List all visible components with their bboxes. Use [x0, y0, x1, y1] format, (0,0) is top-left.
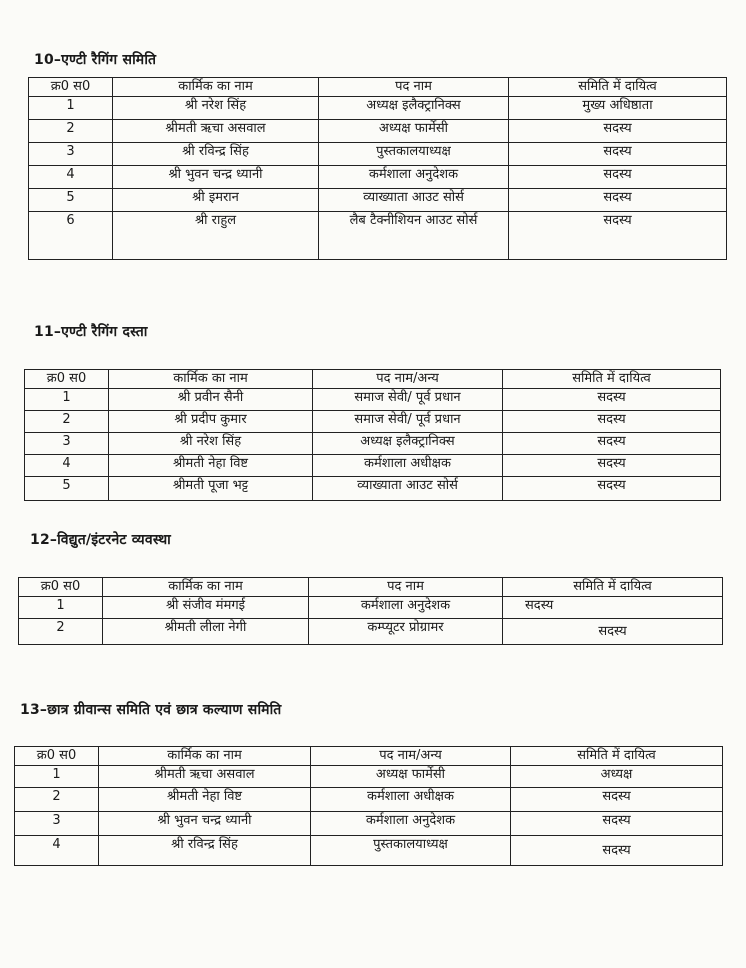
cell-role: सदस्य: [503, 411, 721, 433]
cell-role: सदस्य: [503, 433, 721, 455]
cell-name: श्री भुवन चन्द्र ध्यानी: [99, 812, 311, 836]
header-serial: क्र0 स0: [19, 578, 103, 597]
cell-post: लैब टैक्नीशियन आउट सोर्स: [319, 212, 509, 260]
table-row: [15, 836, 723, 866]
table-row: [25, 433, 721, 455]
cell-post: कम्प्यूटर प्रोग्रामर: [309, 619, 503, 645]
header-name: कार्मिक का नाम: [109, 370, 313, 389]
table-row: [29, 143, 727, 166]
table-header-row: [15, 747, 723, 766]
cell-serial: 3: [15, 812, 99, 836]
cell-post: अध्यक्ष फार्मेसी: [311, 766, 511, 788]
header-role: समिति में दायित्व: [511, 747, 723, 766]
table-header-row: [29, 78, 727, 97]
table-row: [15, 766, 723, 788]
table-anti-ragging-squad: [24, 369, 721, 501]
header-serial: क्र0 स0: [29, 78, 113, 97]
table-row: [15, 812, 723, 836]
cell-post: व्याख्याता आउट सोर्स: [319, 189, 509, 212]
cell-serial: 6: [29, 212, 113, 260]
cell-post: अध्यक्ष फार्मेसी: [319, 120, 509, 143]
table-row: [29, 97, 727, 120]
table-row: [29, 120, 727, 143]
table-anti-ragging-committee: [28, 77, 727, 260]
table-row: [29, 166, 727, 189]
cell-serial: 3: [29, 143, 113, 166]
cell-serial: 1: [15, 766, 99, 788]
cell-role: सदस्य: [509, 166, 727, 189]
cell-name: श्री नरेश सिंह: [109, 433, 313, 455]
cell-post: कर्मशाला अनुदेशक: [311, 812, 511, 836]
section-title-electricity-internet: 12–विद्युत/इंटरनेट व्यवस्था: [30, 532, 171, 548]
cell-name: श्री संजीव मंमगई: [103, 597, 309, 619]
cell-serial: 4: [25, 455, 109, 477]
cell-serial: 4: [29, 166, 113, 189]
cell-name: श्री राहुल: [113, 212, 319, 260]
table-row: [29, 212, 727, 260]
header-role: समिति में दायित्व: [509, 78, 727, 97]
table-student-grievance-welfare: [14, 746, 723, 866]
cell-name: श्री रविन्द्र सिंह: [99, 836, 311, 866]
cell-serial: 4: [15, 836, 99, 866]
cell-serial: 2: [29, 120, 113, 143]
cell-name: श्रीमती ऋचा असवाल: [113, 120, 319, 143]
table-header-row: [25, 370, 721, 389]
table-row: [19, 597, 723, 619]
cell-post: कर्मशाला अधीक्षक: [311, 788, 511, 812]
header-name: कार्मिक का नाम: [113, 78, 319, 97]
section-title-anti-ragging-squad: 11–एण्टी रैगिंग दस्ता: [34, 324, 148, 340]
table-row: [19, 619, 723, 645]
header-name: कार्मिक का नाम: [99, 747, 311, 766]
cell-role: सदस्य: [503, 455, 721, 477]
section-title-anti-ragging-committee: 10–एण्टी रैगिंग समिति: [34, 52, 157, 68]
cell-post: अध्यक्ष इलैक्ट्रानिक्स: [319, 97, 509, 120]
header-role: समिति में दायित्व: [503, 578, 723, 597]
cell-name: श्री इमरान: [113, 189, 319, 212]
cell-serial: 5: [29, 189, 113, 212]
header-name: कार्मिक का नाम: [103, 578, 309, 597]
table-row: [25, 477, 721, 501]
table-row: [25, 455, 721, 477]
cell-post: समाज सेवी/ पूर्व प्रधान: [313, 411, 503, 433]
cell-role: मुख्य अधिष्ठाता: [509, 97, 727, 120]
cell-serial: 1: [25, 389, 109, 411]
table-header-row: [19, 578, 723, 597]
cell-role: सदस्य: [503, 477, 721, 501]
cell-serial: 2: [19, 619, 103, 645]
cell-serial: 2: [25, 411, 109, 433]
table-row: [15, 788, 723, 812]
cell-name: श्रीमती नेहा विष्ट: [99, 788, 311, 812]
cell-serial: 2: [15, 788, 99, 812]
cell-post: कर्मशाला अधीक्षक: [313, 455, 503, 477]
cell-name: श्री भुवन चन्द्र ध्यानी: [113, 166, 319, 189]
cell-role: सदस्य: [511, 836, 723, 866]
header-post: पद नाम/अन्य: [311, 747, 511, 766]
cell-post: कर्मशाला अनुदेशक: [319, 166, 509, 189]
cell-serial: 3: [25, 433, 109, 455]
cell-role: सदस्य: [503, 597, 723, 619]
header-serial: क्र0 स0: [15, 747, 99, 766]
cell-role: सदस्य: [509, 212, 727, 260]
header-post: पद नाम: [309, 578, 503, 597]
cell-name: श्रीमती नेहा विष्ट: [109, 455, 313, 477]
cell-role: अध्यक्ष: [511, 766, 723, 788]
cell-name: श्री प्रदीप कुमार: [109, 411, 313, 433]
header-role: समिति में दायित्व: [503, 370, 721, 389]
cell-role: सदस्य: [511, 812, 723, 836]
cell-serial: 5: [25, 477, 109, 501]
cell-post: समाज सेवी/ पूर्व प्रधान: [313, 389, 503, 411]
cell-name: श्री रविन्द्र सिंह: [113, 143, 319, 166]
cell-post: व्याख्याता आउट सोर्स: [313, 477, 503, 501]
header-serial: क्र0 स0: [25, 370, 109, 389]
header-post: पद नाम/अन्य: [313, 370, 503, 389]
cell-post: पुस्तकालयाध्यक्ष: [311, 836, 511, 866]
cell-role: सदस्य: [509, 120, 727, 143]
cell-post: कर्मशाला अनुदेशक: [309, 597, 503, 619]
section-title-student-grievance-welfare: 13–छात्र ग्रीवान्स समिति एवं छात्र कल्याण समिति: [20, 702, 282, 718]
cell-post: अध्यक्ष इलैक्ट्रानिक्स: [313, 433, 503, 455]
cell-role: सदस्य: [509, 143, 727, 166]
cell-name: श्रीमती लीला नेगी: [103, 619, 309, 645]
cell-post: पुस्तकालयाध्यक्ष: [319, 143, 509, 166]
cell-name: श्रीमती ऋचा असवाल: [99, 766, 311, 788]
table-row: [25, 389, 721, 411]
cell-role: सदस्य: [509, 189, 727, 212]
table-electricity-internet: [18, 577, 723, 645]
cell-name: श्री प्रवीन सैनी: [109, 389, 313, 411]
cell-role: सदस्य: [503, 619, 723, 645]
table-row: [25, 411, 721, 433]
cell-name: श्री नरेश सिंह: [113, 97, 319, 120]
cell-serial: 1: [29, 97, 113, 120]
cell-role: सदस्य: [511, 788, 723, 812]
header-post: पद नाम: [319, 78, 509, 97]
cell-name: श्रीमती पूजा भट्ट: [109, 477, 313, 501]
cell-role: सदस्य: [503, 389, 721, 411]
table-row: [29, 189, 727, 212]
cell-serial: 1: [19, 597, 103, 619]
